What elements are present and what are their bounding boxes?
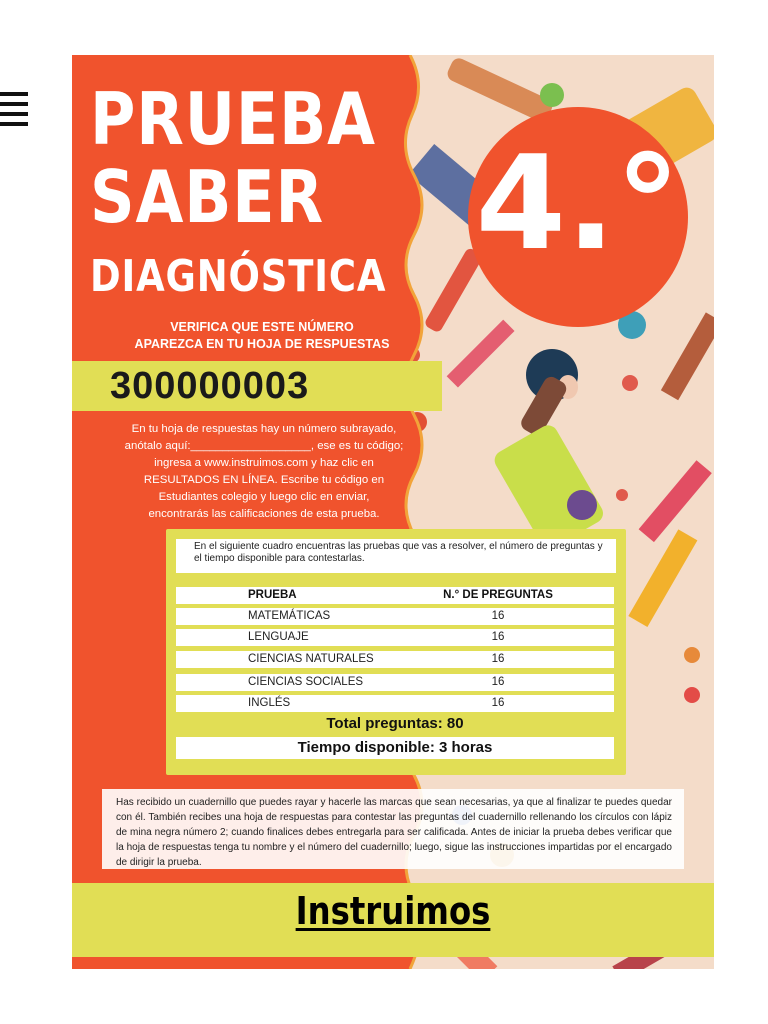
verify-line-2: APAREZCA EN TU HOJA DE RESPUESTAS (134, 337, 390, 351)
title-diagnostica: DIAGNÓSTICA (90, 251, 387, 302)
title-prueba: PRUEBA (90, 77, 376, 161)
test-questions: 16 (491, 653, 505, 665)
table-row (176, 629, 614, 646)
verify-instruction (72, 319, 452, 353)
header-prueba: PRUEBA (248, 589, 297, 601)
instruimos-logo: Instruimos (295, 889, 491, 933)
test-questions: 16 (491, 676, 505, 688)
test-name: CIENCIAS NATURALES (248, 653, 374, 665)
brand-bar (72, 883, 714, 957)
booklet-code-bar (72, 361, 442, 411)
instruction-line: ingresa a www.instruimos.com y haz clic en (154, 457, 374, 469)
grade-number: 4.° (475, 127, 681, 279)
booklet-notice: Has recibido un cuadernillo que puedes rayar y hacerle las marcas que sean necesarias, ya que al finalizar te puedes quedar con él. También recibes una hoja de respuestas para contestar las preguntas del cuadernillo rellenando los círculos con lápiz de mina negra número 2; cuando finalices debes entregarla para ser calificada. Antes de iniciar la prueba debes verificar que la hoja de respuestas tenga tu nombre y el número del cuadernillo; luego, sigue las instrucciones impartidas por el encargado de dirigir la prueba. (102, 789, 684, 869)
table-row (176, 695, 614, 712)
results-instructions (94, 421, 434, 523)
verify-line-1: VERIFICA QUE ESTE NÚMERO (170, 320, 354, 334)
total-questions: Total preguntas: 80 (326, 715, 464, 732)
grade-badge (468, 107, 688, 327)
instruction-line: encontrarás las calificaciones de esta prueba. (148, 508, 380, 520)
table-row (176, 674, 614, 691)
test-questions: 16 (491, 610, 505, 622)
header-preguntas: N.° DE PREGUNTAS (443, 589, 553, 601)
test-name: CIENCIAS SOCIALES (248, 676, 364, 688)
booklet-code: 300000003 (110, 365, 310, 407)
cover-page (72, 55, 714, 969)
table-row (176, 651, 614, 668)
title-saber: SABER (90, 155, 325, 239)
hamburger-menu-icon[interactable] (0, 88, 30, 136)
instruction-line: anótalo aquí:___________________, ese es tu código; (124, 440, 404, 452)
tests-table-card (166, 529, 626, 775)
instruction-line: RESULTADOS EN LÍNEA. Escribe tu código en (143, 474, 385, 486)
test-questions: 16 (491, 631, 505, 643)
table-intro: En el siguiente cuadro encuentras las pruebas que vas a resolver, el número de preguntas y el tiempo disponible para contestarlas. (176, 539, 616, 573)
table-header-row (176, 587, 614, 604)
test-name: LENGUAJE (248, 631, 309, 643)
instruction-line: En tu hoja de respuestas hay un número subrayado, (131, 423, 397, 435)
available-time: Tiempo disponible: 3 horas (176, 737, 614, 759)
test-name: MATEMÁTICAS (248, 610, 331, 622)
test-name: INGLÉS (248, 697, 291, 709)
test-questions: 16 (491, 697, 505, 709)
table-row (176, 608, 614, 625)
instruction-line: Estudiantes colegio y luego clic en enviar, (158, 491, 370, 503)
